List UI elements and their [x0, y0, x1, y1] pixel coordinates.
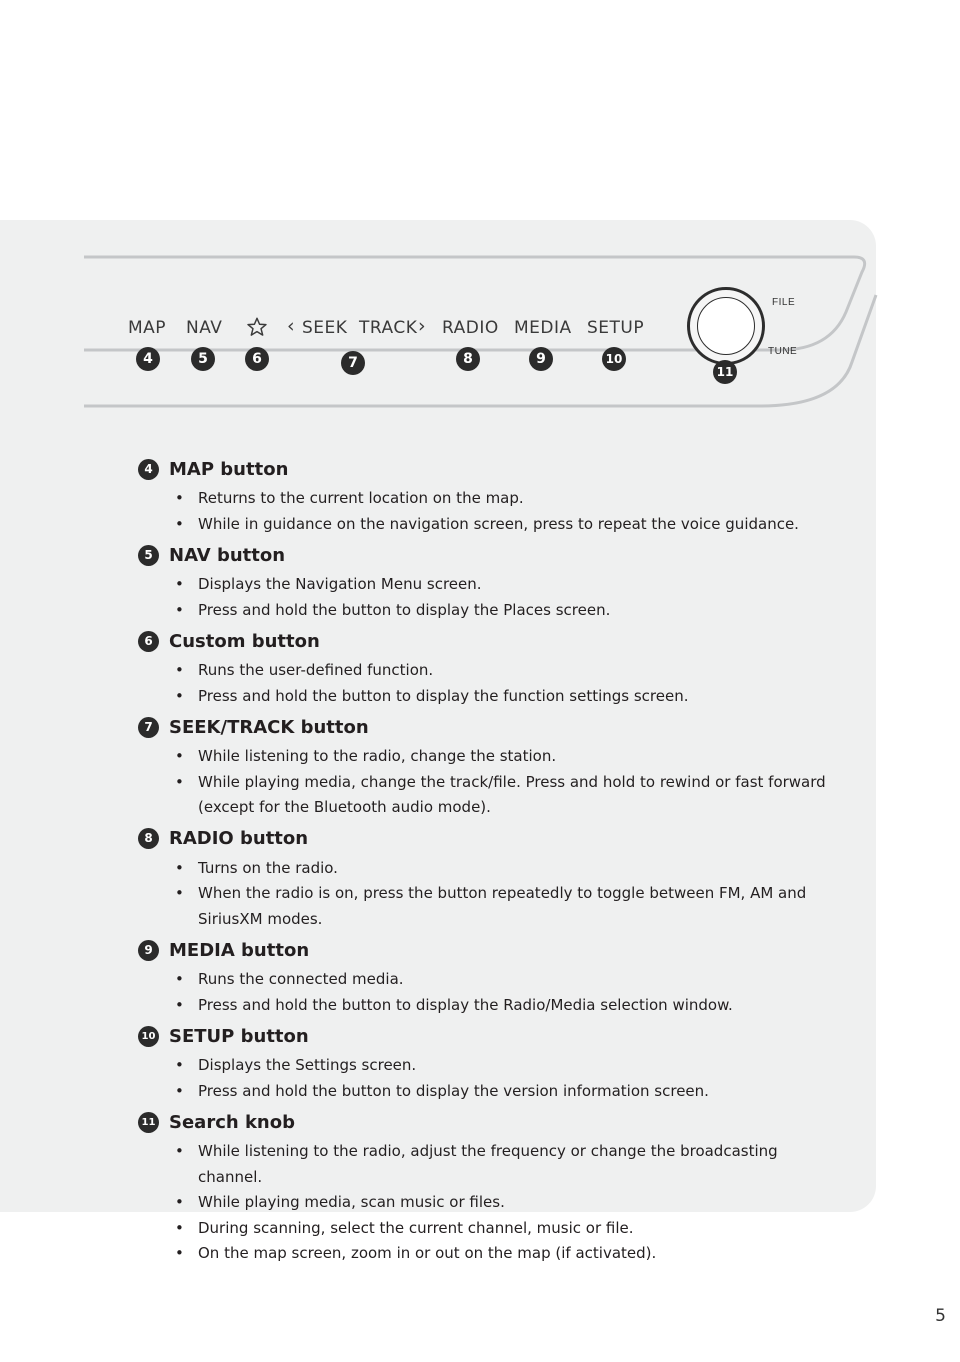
bullet: • While listening to the radio, adjust the frequency or change the broadcasting channel.: [160, 1139, 838, 1190]
item-number: 5: [138, 545, 159, 566]
callout-radio: 8: [456, 347, 480, 371]
item-number: 10: [138, 1026, 159, 1047]
bullet: • While listening to the radio, change the station.: [160, 744, 838, 770]
bullet: • Returns to the current location on the map.: [160, 486, 838, 512]
tune-label: TUNE: [768, 346, 798, 357]
bullet: • Turns on the radio.: [160, 856, 838, 882]
media-label: MEDIA: [514, 318, 572, 338]
callout-knob: 11: [713, 360, 737, 384]
bullet: • Press and hold the button to display the Places screen.: [160, 598, 838, 624]
item-title: SEEK/TRACK button: [169, 716, 369, 738]
star-icon: [246, 316, 268, 342]
callout-setup: 10: [602, 347, 626, 371]
setup-label: SETUP: [587, 318, 645, 338]
item-nav-button: [138, 542, 838, 623]
bullet: • When the radio is on, press the button repeatedly to toggle between FM, AM and SiriusXM modes.: [160, 881, 838, 932]
item-number: 6: [138, 631, 159, 652]
nav-label: NAV: [186, 318, 223, 338]
bullet: • While in guidance on the navigation screen, press to repeat the voice guidance.: [160, 512, 838, 538]
item-custom-button: [138, 628, 838, 709]
bullet: • Displays the Settings screen.: [160, 1053, 838, 1079]
bullet: • Runs the connected media.: [160, 967, 838, 993]
item-title: RADIO button: [169, 828, 309, 849]
item-search-knob: [138, 1109, 838, 1267]
item-number: 11: [138, 1112, 159, 1133]
callout-map: 4: [136, 347, 160, 371]
bullet: • On the map screen, zoom in or out on the map (if activated).: [160, 1241, 838, 1267]
bullet: • Press and hold the button to display the function settings screen.: [160, 684, 838, 710]
bullet: • Press and hold the button to display the Radio/Media selection window.: [160, 993, 838, 1019]
chevron-left-icon: ‹: [287, 315, 296, 337]
item-title: MAP button: [169, 458, 289, 480]
item-title: MEDIA button: [169, 939, 310, 961]
callout-custom: 6: [245, 347, 269, 371]
seek-label: SEEK: [302, 318, 348, 338]
item-map-button: [138, 456, 838, 537]
item-setup-button: [138, 1023, 838, 1104]
item-number: 7: [138, 717, 159, 738]
file-label: FILE: [772, 297, 796, 308]
item-number: 8: [138, 828, 159, 849]
track-label: TRACK: [359, 318, 418, 338]
bullet: • Runs the user-defined function.: [160, 658, 838, 684]
item-number: 9: [138, 940, 159, 961]
item-title: NAV button: [169, 544, 286, 566]
bullet: • While playing media, scan music or files.: [160, 1190, 838, 1216]
map-label: MAP: [128, 318, 167, 338]
item-media-button: [138, 937, 838, 1018]
callout-seek-track: 7: [341, 351, 365, 375]
radio-label: RADIO: [442, 318, 499, 338]
item-title: SETUP button: [169, 1025, 309, 1047]
button-descriptions: [138, 456, 838, 1272]
item-number: 4: [138, 459, 159, 480]
chevron-right-icon: ›: [418, 315, 427, 337]
item-radio-button: [138, 826, 838, 933]
item-title: Custom button: [169, 630, 320, 652]
callout-media: 9: [529, 347, 553, 371]
bullet: • Press and hold the button to display the version information screen.: [160, 1079, 838, 1105]
bullet: • While playing media, change the track/file. Press and hold to rewind or fast forward (except for the Bluetooth audio mode).: [160, 770, 838, 821]
callout-nav: 5: [191, 347, 215, 371]
bullet: • During scanning, select the current channel, music or file.: [160, 1216, 838, 1242]
item-seek-track-button: [138, 714, 838, 821]
page-number: 5: [935, 1306, 946, 1326]
item-title: Search knob: [169, 1111, 295, 1133]
bullet: • Displays the Navigation Menu screen.: [160, 572, 838, 598]
search-knob-center: [697, 297, 755, 355]
